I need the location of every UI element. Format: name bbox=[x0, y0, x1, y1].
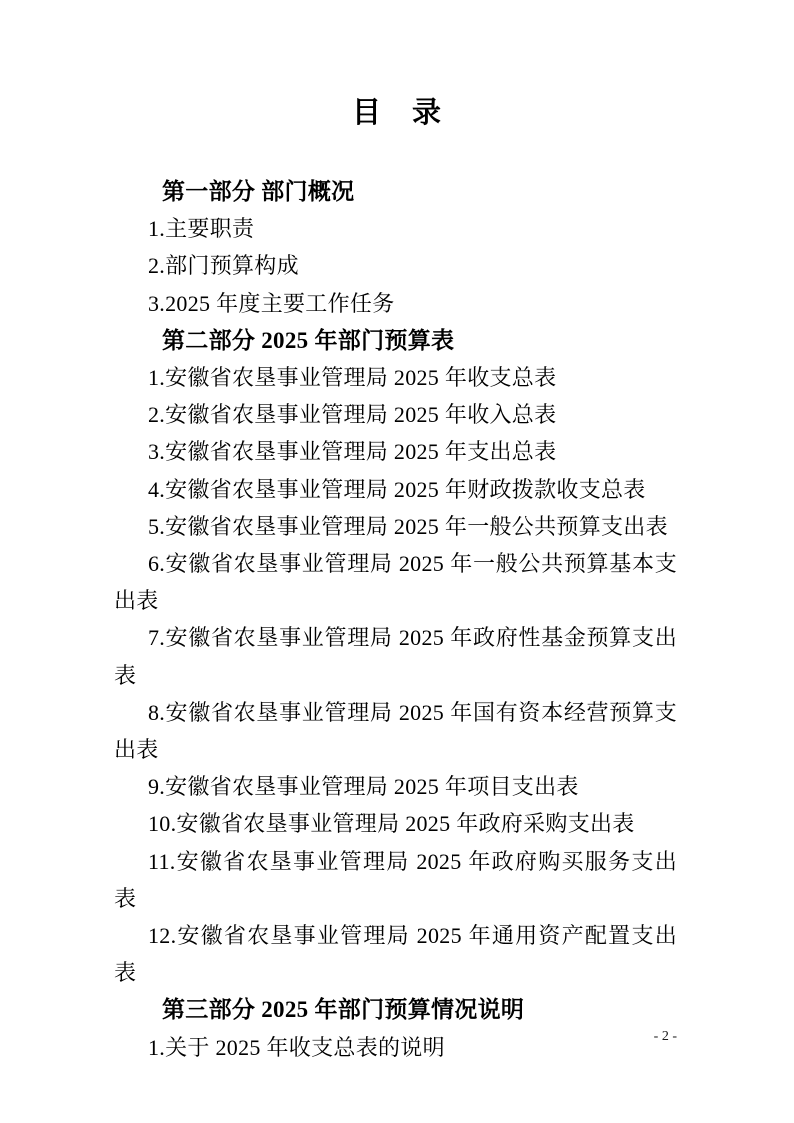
toc-entry: 2.部门预算构成 bbox=[148, 253, 299, 279]
page-title: 目 录 bbox=[351, 97, 442, 129]
toc-entry: 9.安徽省农垦事业管理局 2025 年项目支出表 bbox=[148, 774, 579, 800]
toc-entry: 12.安徽省农垦事业管理局 2025 年通用资产配置支出表 bbox=[114, 923, 677, 986]
toc-entry: 5.安徽省农垦事业管理局 2025 年一般公共预算支出表 bbox=[148, 513, 668, 539]
toc-entry: 11.安徽省农垦事业管理局 2025 年政府购买服务支出表 bbox=[114, 848, 677, 911]
toc-section-heading: 第三部分 2025 年部门预算情况说明 bbox=[162, 997, 525, 1023]
toc-entry: 4.安徽省农垦事业管理局 2025 年财政拨款收支总表 bbox=[148, 476, 646, 502]
table-of-contents bbox=[0, 173, 794, 1066]
toc-entry: 1.安徽省农垦事业管理局 2025 年收支总表 bbox=[148, 365, 557, 391]
toc-entry: 1.主要职责 bbox=[148, 216, 255, 242]
toc-entry: 1.关于 2025 年收支总表的说明 bbox=[148, 1034, 445, 1060]
page-footer bbox=[654, 1028, 677, 1046]
toc-entry: 3.2025 年度主要工作任务 bbox=[148, 290, 395, 316]
toc-entry: 8.安徽省农垦事业管理局 2025 年国有资本经营预算支出表 bbox=[114, 699, 677, 763]
toc-entry: 10.安徽省农垦事业管理局 2025 年政府采购支出表 bbox=[148, 811, 635, 837]
toc-entry: 2.安徽省农垦事业管理局 2025 年收入总表 bbox=[148, 402, 557, 428]
page-number: - 2 - bbox=[653, 1029, 677, 1044]
toc-section-heading: 第一部分 部门概况 bbox=[162, 179, 355, 204]
toc-entry: 3.安徽省农垦事业管理局 2025 年支出总表 bbox=[148, 439, 557, 465]
toc-entry: 6.安徽省农垦事业管理局 2025 年一般公共预算基本支出表 bbox=[114, 551, 677, 614]
toc-section-heading: 第二部分 2025 年部门预算表 bbox=[162, 327, 455, 353]
toc-entry: 7.安徽省农垦事业管理局 2025 年政府性基金预算支出表 bbox=[114, 625, 677, 688]
